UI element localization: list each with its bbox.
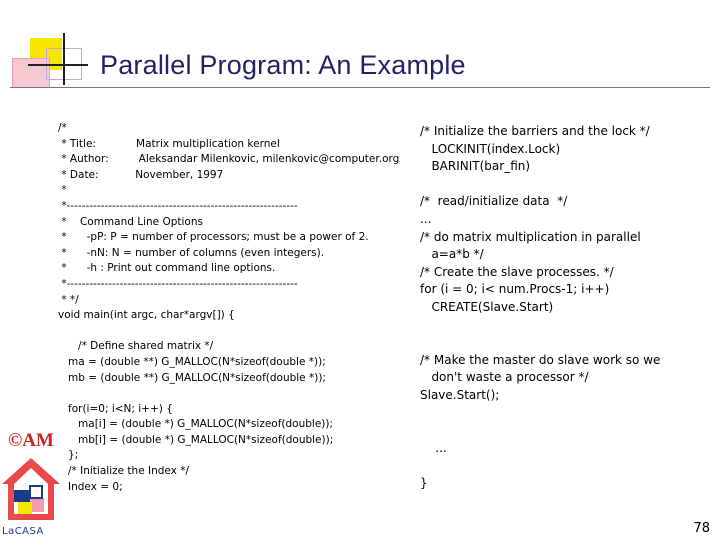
right-code-line: /* do matrix multiplication in parallel xyxy=(420,229,641,244)
left-code-line: mb[i] = (double *) G_MALLOC(N*sizeof(double)); xyxy=(58,433,334,446)
right-code-line xyxy=(420,317,660,335)
right-code-line: don't waste a processor */ xyxy=(420,370,589,385)
left-code-line: * Title: Matrix multiplication kernel xyxy=(58,137,280,150)
right-code-line xyxy=(420,176,660,194)
right-code-line: /* Create the slave processes. */ xyxy=(420,264,614,279)
left-code-line xyxy=(58,386,399,402)
lacasa-house-icon xyxy=(0,456,62,526)
right-code-line: CREATE(Slave.Start) xyxy=(420,299,554,314)
right-code-block xyxy=(420,123,660,492)
left-code-line: *------------------------------------------------------------- xyxy=(58,199,298,212)
right-code-line: /* Make the master do slave work so we xyxy=(420,352,661,367)
right-code-line: BARINIT(bar_fin) xyxy=(420,159,531,174)
left-code-block xyxy=(58,121,399,495)
right-code-line: Slave.Start(); xyxy=(420,387,500,402)
right-code-line: for (i = 0; i< num.Procs-1; i++) xyxy=(420,282,610,297)
left-code-line: * xyxy=(58,184,67,197)
title-divider xyxy=(10,87,710,88)
logo-pink-square xyxy=(12,58,50,88)
right-code-line xyxy=(420,457,660,475)
logo-vertical-bar xyxy=(63,33,65,85)
left-code-line: *------------------------------------------------------------- xyxy=(58,277,298,290)
left-code-line: * Date: November, 1997 xyxy=(58,168,224,181)
right-code-line: /* Initialize the barriers and the lock */ xyxy=(420,124,650,138)
left-code-line: /* xyxy=(58,122,67,134)
left-code-line: ma = (double **) G_MALLOC(N*sizeof(double *)); xyxy=(58,355,326,368)
left-code-line: * Command Line Options xyxy=(58,215,203,228)
left-code-line: * -pP: P = number of processors; must be a power of 2. xyxy=(58,231,369,244)
left-code-line xyxy=(58,324,399,340)
right-code-line: } xyxy=(420,475,428,490)
copyright-am-mark: ©AM xyxy=(8,430,54,451)
left-code-line: * Author: Aleksandar Milenkovic, milenkovic@computer.org xyxy=(58,153,400,166)
left-code-line: void main(int argc, char*argv[]) { xyxy=(58,309,235,322)
right-code-line xyxy=(420,405,660,423)
left-code-line: /* Define shared matrix */ xyxy=(58,340,214,353)
left-code-line: }; xyxy=(58,449,79,462)
left-code-line: Index = 0; xyxy=(58,480,123,493)
right-code-line: LOCKINIT(index.Lock) xyxy=(420,141,561,156)
left-code-line: * */ xyxy=(58,293,79,306)
right-code-line: /* read/initialize data */ xyxy=(420,194,568,209)
right-code-line: ... xyxy=(420,440,447,455)
right-code-line xyxy=(420,422,660,440)
left-code-line: for(i=0; i<N; i++) { xyxy=(58,402,173,415)
left-code-line: /* Initialize the Index */ xyxy=(58,465,190,478)
left-code-line: * -h : Print out command line options. xyxy=(58,262,276,275)
slide-title: Parallel Program: An Example xyxy=(100,50,466,80)
lacasa-logo-text: LaCASA xyxy=(2,526,44,537)
left-code-line: * -nN: N = number of columns (even integers). xyxy=(58,246,325,259)
logo-horizontal-bar xyxy=(28,64,88,66)
left-code-line: mb = (double **) G_MALLOC(N*sizeof(double *)); xyxy=(58,371,326,384)
page-number: 78 xyxy=(693,521,710,536)
right-code-line xyxy=(420,334,660,352)
right-code-line: a=a*b */ xyxy=(420,247,484,262)
left-code-line: ma[i] = (double *) G_MALLOC(N*sizeof(double)); xyxy=(58,418,334,431)
right-code-line: ... xyxy=(420,211,432,226)
